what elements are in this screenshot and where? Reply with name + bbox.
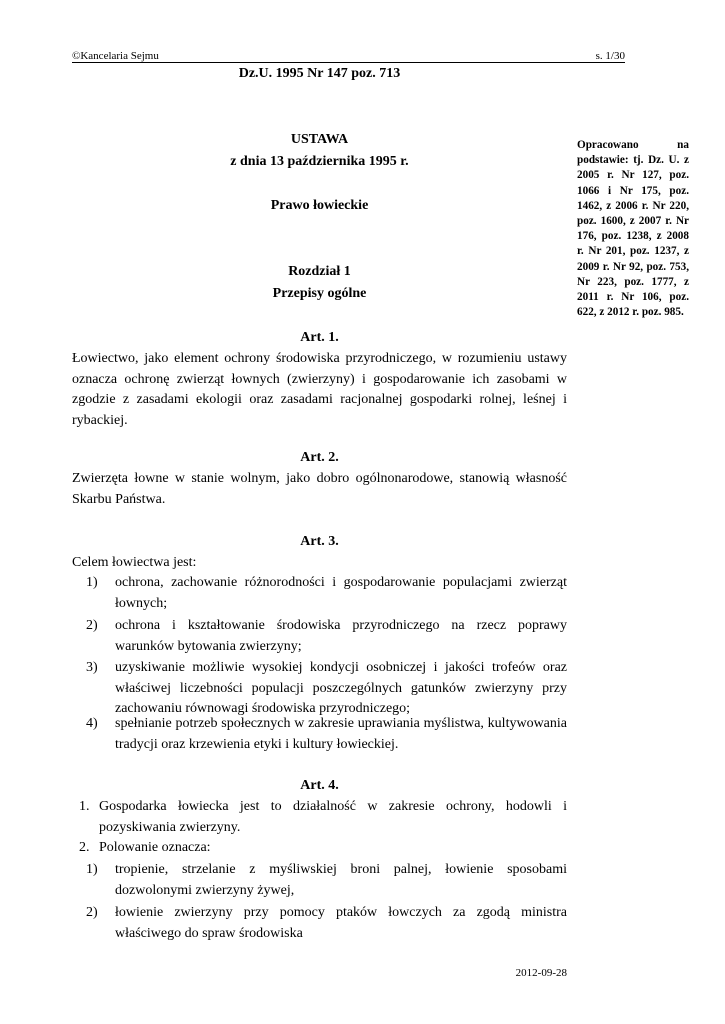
- list-item: [86, 658, 567, 720]
- list-item-text: tropienie, strzelanie z myśliwskiej broni palnej, łowienie sposobami dozwolonymi zwierzyny żywej,: [115, 862, 567, 898]
- list-item: [86, 860, 567, 901]
- list-item: [86, 714, 567, 755]
- header-publisher: ©Kancelaria Sejmu: [72, 50, 159, 62]
- header-divider: [72, 62, 625, 63]
- paragraph-number: 2.: [79, 840, 90, 855]
- act-title: Prawo łowieckie: [270, 198, 369, 213]
- act-type: USTAWA: [290, 132, 349, 147]
- article-heading: Art. 1.: [300, 330, 339, 345]
- list-item-number: 2): [86, 905, 98, 920]
- list-item-text: łowienie zwierzyny przy pomocy ptaków łowczych za zgodą ministra właściwego do spraw środowiska: [115, 905, 567, 941]
- paragraph-number: 1.: [79, 799, 90, 814]
- header-page-number: s. 1/30: [595, 50, 625, 62]
- list-item: [86, 616, 567, 657]
- article-intro: Celem łowiectwa jest:: [72, 555, 197, 570]
- article-text: Zwierzęta łowne w stanie wolnym, jako dobro ogólnonarodowe, stanowią własność Skarbu Państwa.: [72, 471, 567, 507]
- chapter-number: Rozdział 1: [288, 264, 351, 279]
- article-heading: Art. 4.: [300, 778, 339, 793]
- article-text: Łowiectwo, jako element ochrony środowiska przyrodniczego, w rozumieniu ustawy oznacza ochronę zwierząt łownych (zwierzyny) i gospodarowanie ich zasobami w zgodzie z zasadami ekologii oraz zasadami racjonalnej gospodarki rolnej, leśnej i rybackiej.: [72, 351, 567, 428]
- list-item-number: 3): [86, 660, 98, 675]
- list-item-number: 4): [86, 716, 98, 731]
- list-item-number: 2): [86, 618, 98, 633]
- paragraph-text: Gospodarka łowiecka jest to działalność w zakresie ochrony, hodowli i pozyskiwania zwierzyny.: [99, 799, 567, 835]
- list-item-number: 1): [86, 862, 98, 877]
- document-reference: Dz.U. 1995 Nr 147 poz. 713: [238, 66, 401, 81]
- act-date: z dnia 13 października 1995 r.: [230, 154, 409, 169]
- list-item-number: 1): [86, 575, 98, 590]
- chapter-title: Przepisy ogólne: [272, 286, 367, 301]
- paragraph-text: Polowanie oznacza:: [99, 840, 211, 855]
- article-heading: Art. 3.: [300, 534, 339, 549]
- article-heading: Art. 2.: [300, 450, 339, 465]
- paragraph-item: [79, 838, 567, 859]
- list-item-text: ochrona i kształtowanie środowiska przyrodniczego na rzecz poprawy warunków bytowania zwierzyny;: [115, 618, 567, 654]
- consolidation-note: Opracowano na podstawie: tj. Dz. U. z 2005 r. Nr 127, poz. 1066 i Nr 175, poz. 1462, z 2006 r. Nr 220, poz. 1600, z 2007 r. Nr 176, poz. 1238, z 2008 r. Nr 201, poz. 1237, z 2009 r. Nr 92, poz. 753, Nr 223, poz. 1777, z 2011 r. Nr 106, poz. 622, z 2012 r. poz. 985.: [577, 139, 689, 319]
- footer-date: 2012-09-28: [515, 967, 567, 979]
- list-item-text: spełnianie potrzeb społecznych w zakresie uprawiania myślistwa, kultywowania tradycji oraz krzewienia etyki i kultury łowieckiej.: [115, 716, 567, 752]
- list-item: [86, 903, 567, 944]
- list-item-text: ochrona, zachowanie różnorodności i gospodarowanie populacjami zwierząt łownych;: [115, 575, 567, 611]
- paragraph-item: [79, 797, 567, 838]
- list-item-text: uzyskiwanie możliwie wysokiej kondycji osobniczej i jakości trofeów oraz właściwej liczebności populacji poszczególnych gatunków zwierzyny przy zachowaniu równowagi środowiska przyrodniczego;: [115, 660, 567, 716]
- list-item: [86, 573, 567, 614]
